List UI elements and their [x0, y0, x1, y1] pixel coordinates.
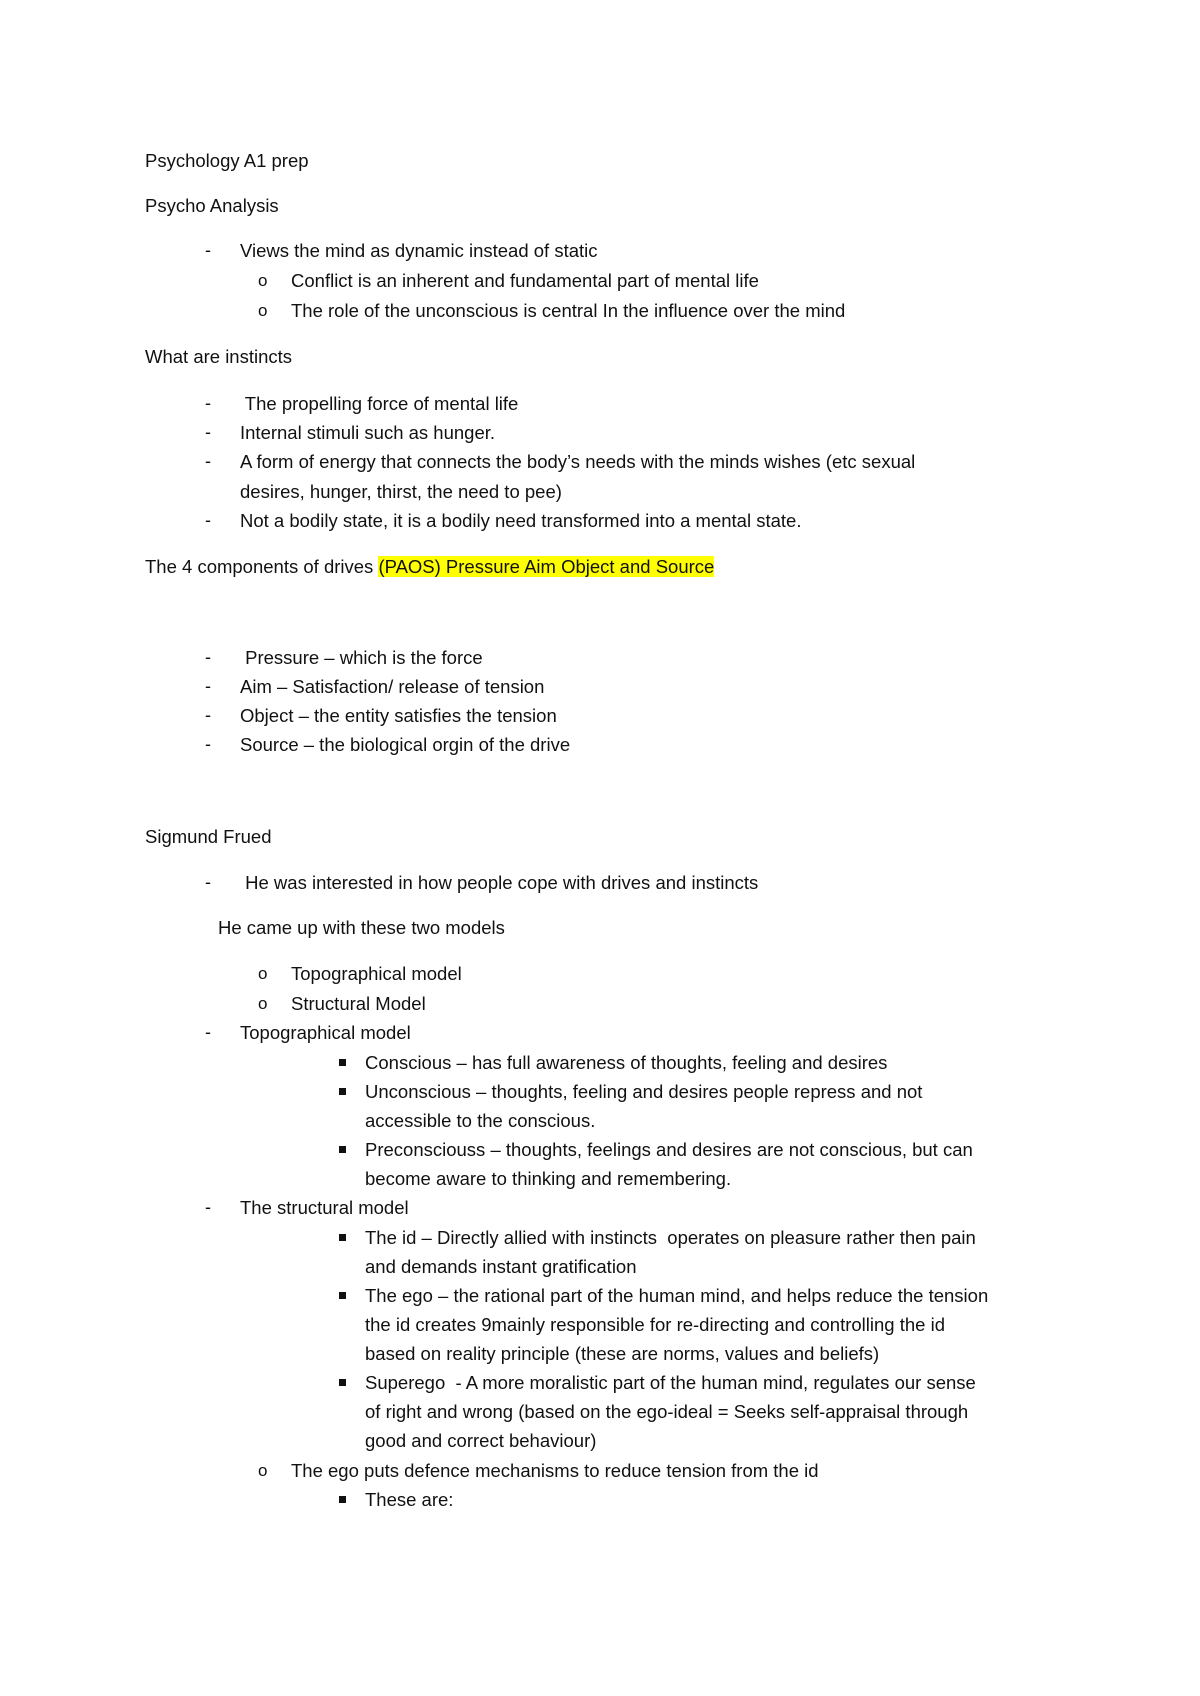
- list-item: Structural Model: [291, 993, 426, 1014]
- list-item: Object – the entity satisfies the tension: [240, 705, 557, 726]
- list-item: Topographical model: [291, 963, 462, 984]
- circle-bullet: o: [258, 994, 268, 1013]
- list-item: Unconscious – thoughts, feeling and desires people repress and not: [365, 1081, 923, 1102]
- list-item: Internal stimuli such as hunger.: [240, 422, 496, 443]
- list-item: The propelling force of mental life: [240, 393, 519, 414]
- heading-plain-text: The 4 components of drives: [145, 556, 379, 577]
- dash-bullet: -: [205, 1022, 211, 1042]
- highlighted-text: (PAOS) Pressure Aim Object and Source: [378, 556, 715, 577]
- list-item: The role of the unconscious is central In the influence over the mind: [291, 300, 846, 321]
- section-heading-psychoanalysis: Psycho Analysis: [145, 195, 279, 216]
- list-item: The structural model: [240, 1197, 409, 1218]
- list-item: The ego puts defence mechanisms to reduce tension from the id: [291, 1460, 819, 1481]
- list-item: Pressure – which is the force: [240, 647, 483, 668]
- square-bullet: [339, 1379, 346, 1386]
- list-item: Not a bodily state, it is a bodily need transformed into a mental state.: [240, 510, 802, 531]
- section-heading-drives: [145, 552, 714, 582]
- list-item-continuation: become aware to thinking and remembering.: [365, 1168, 732, 1189]
- list-item-continuation: and demands instant gratification: [365, 1256, 637, 1277]
- dash-bullet: -: [205, 647, 211, 667]
- list-item-continuation: desires, hunger, thirst, the need to pee): [240, 481, 562, 502]
- list-item-continuation: of right and wrong (based on the ego-ideal = Seeks self-appraisal through: [365, 1401, 969, 1422]
- document-title: Psychology A1 prep: [145, 150, 309, 171]
- list-item: Superego - A more moralistic part of the human mind, regulates our sense: [365, 1372, 976, 1393]
- square-bullet: [339, 1292, 346, 1299]
- list-item: Source – the biological orgin of the drive: [240, 734, 571, 755]
- circle-bullet: o: [258, 1461, 268, 1480]
- circle-bullet: o: [258, 271, 268, 290]
- dash-bullet: -: [205, 1197, 211, 1217]
- list-item: He was interested in how people cope with drives and instincts: [240, 872, 759, 893]
- list-item: Conscious – has full awareness of thoughts, feeling and desires: [365, 1052, 888, 1073]
- list-item: Preconsciouss – thoughts, feelings and desires are not conscious, but can: [365, 1139, 973, 1160]
- section-heading-freud: Sigmund Frued: [145, 826, 272, 847]
- models-intro: He came up with these two models: [218, 917, 505, 938]
- dash-bullet: -: [205, 734, 211, 754]
- list-item-continuation: the id creates 9mainly responsible for re-directing and controlling the id: [365, 1314, 945, 1335]
- dash-bullet: -: [205, 422, 211, 442]
- circle-bullet: o: [258, 301, 268, 320]
- list-item: Topographical model: [240, 1022, 411, 1043]
- list-item: A form of energy that connects the body’s needs with the minds wishes (etc sexual: [240, 451, 916, 472]
- dash-bullet: -: [205, 393, 211, 413]
- list-item-continuation: good and correct behaviour): [365, 1430, 597, 1451]
- square-bullet: [339, 1496, 346, 1503]
- list-item-continuation: accessible to the conscious.: [365, 1110, 596, 1131]
- square-bullet: [339, 1059, 346, 1066]
- square-bullet: [339, 1234, 346, 1241]
- square-bullet: [339, 1088, 346, 1095]
- dash-bullet: -: [205, 872, 211, 892]
- list-item: Aim – Satisfaction/ release of tension: [240, 676, 545, 697]
- dash-bullet: -: [205, 240, 211, 260]
- list-item: The ego – the rational part of the human mind, and helps reduce the tension: [365, 1285, 989, 1306]
- list-item: Conflict is an inherent and fundamental part of mental life: [291, 270, 759, 291]
- list-item: Views the mind as dynamic instead of static: [240, 240, 598, 261]
- dash-bullet: -: [205, 676, 211, 696]
- section-heading-instincts: What are instincts: [145, 346, 293, 367]
- list-item: The id – Directly allied with instincts operates on pleasure rather then pain: [365, 1227, 976, 1248]
- list-item-continuation: based on reality principle (these are norms, values and beliefs): [365, 1343, 880, 1364]
- dash-bullet: -: [205, 451, 211, 471]
- dash-bullet: -: [205, 705, 211, 725]
- dash-bullet: -: [205, 510, 211, 530]
- square-bullet: [339, 1146, 346, 1153]
- list-item: These are:: [365, 1489, 454, 1510]
- circle-bullet: o: [258, 964, 268, 983]
